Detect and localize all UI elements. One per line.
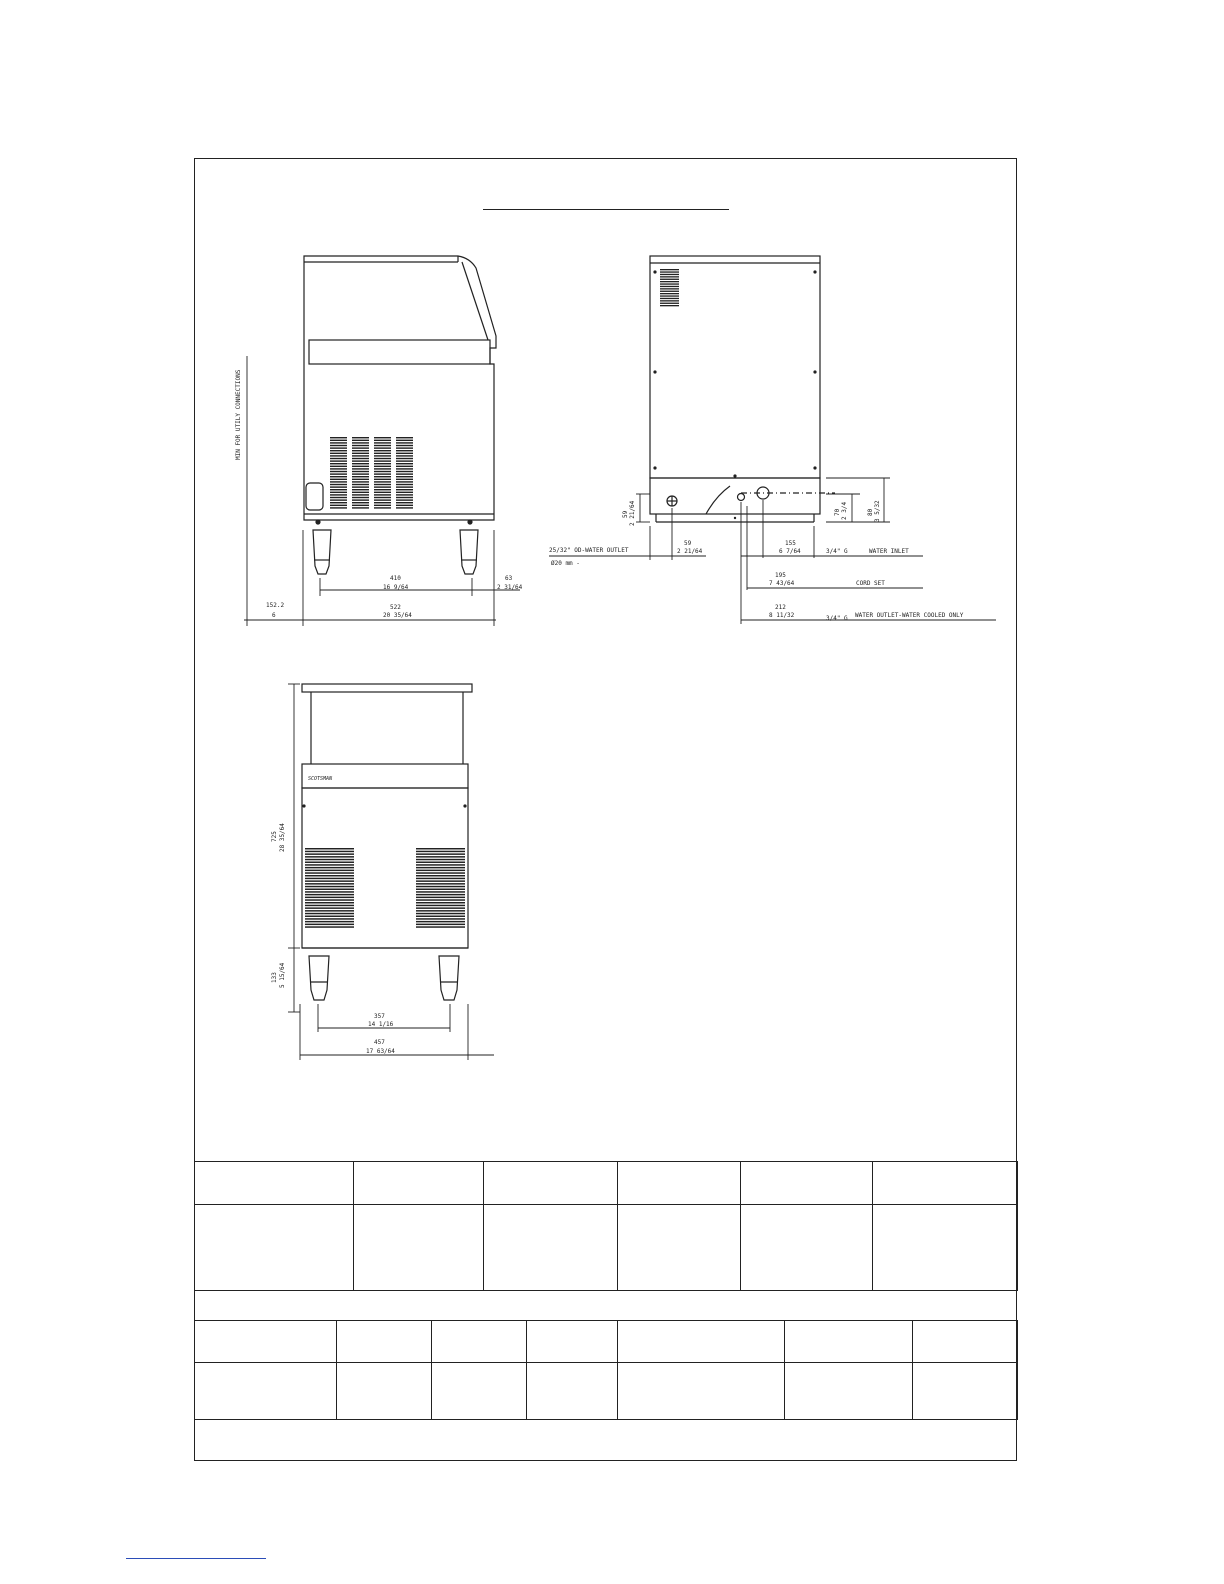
front-louvre-slat xyxy=(416,851,465,852)
front-louvre-slat xyxy=(416,878,465,879)
front-louvre-slat xyxy=(305,899,354,900)
side-louvre-slat xyxy=(352,492,369,493)
front-louvre-slat xyxy=(416,875,465,876)
dim-rear-offset-mm: 63 xyxy=(505,575,513,582)
table-a-header-cell xyxy=(741,1162,873,1205)
front-louvre-slat xyxy=(416,883,465,884)
table-b-header-row xyxy=(195,1321,1018,1363)
front-view-screws xyxy=(302,804,466,807)
front-louvre-slat xyxy=(416,859,465,860)
side-louvre-slat xyxy=(330,499,347,500)
side-louvre-slat xyxy=(352,481,369,482)
table-a-cell xyxy=(741,1205,873,1291)
side-louvre-slat xyxy=(374,447,391,448)
side-louvre-slat xyxy=(330,455,347,456)
spec-table-a xyxy=(194,1161,1018,1291)
side-louvre-slat xyxy=(396,455,413,456)
table-b-data-row xyxy=(195,1363,1018,1420)
side-louvre-slat xyxy=(352,463,369,464)
front-louvre-slat xyxy=(305,889,354,890)
side-louvre-slat xyxy=(374,471,391,472)
dim-cord-offset-mm: 195 xyxy=(775,572,786,579)
side-louvre-slat xyxy=(374,476,391,477)
front-louvre-slat xyxy=(416,853,465,854)
side-louvre-slat xyxy=(396,447,413,448)
front-louvre-slat xyxy=(305,913,354,914)
front-louvre-slat xyxy=(305,872,354,873)
side-louvre-slat xyxy=(352,505,369,506)
side-louvre-slat xyxy=(330,494,347,495)
side-louvre-slat xyxy=(352,466,369,467)
table-b-header-cell xyxy=(432,1321,527,1363)
table-band-1 xyxy=(194,1290,1017,1321)
side-louvre-slat xyxy=(396,440,413,441)
front-louvre-slat xyxy=(416,918,465,919)
side-louvre-slat xyxy=(374,489,391,490)
front-louvre-slat xyxy=(416,905,465,906)
front-louvre-slat xyxy=(416,924,465,925)
dim-depth-in: 20 35/64 xyxy=(383,612,412,619)
side-louvre-slat xyxy=(330,479,347,480)
rear-vent-slat xyxy=(660,293,679,294)
side-louvre-slat xyxy=(374,479,391,480)
dim-front-legs-span-mm: 357 xyxy=(374,1013,385,1020)
front-louvre-slat xyxy=(305,859,354,860)
front-louvre-slat xyxy=(416,894,465,895)
front-louvre-slat xyxy=(416,856,465,857)
dim-leg-height-mm: 133 xyxy=(271,972,278,983)
label-water-outlet: 25/32" OD-WATER OUTLET xyxy=(549,547,629,554)
dim-outlet-height-in: 2 21/64 xyxy=(629,500,636,526)
front-louvre-slat xyxy=(416,862,465,863)
rear-vent-slat xyxy=(660,269,679,270)
side-louvre-slat xyxy=(374,437,391,438)
side-view-dim-text xyxy=(235,369,523,619)
side-louvre-slat xyxy=(330,463,347,464)
front-louvre-slat xyxy=(305,891,354,892)
side-louvre-slat xyxy=(352,473,369,474)
rear-vent-slat xyxy=(660,298,679,299)
rear-vent-slat xyxy=(660,286,679,287)
side-view-dimensions xyxy=(244,356,520,626)
front-louvre-slat xyxy=(416,864,465,865)
front-louvre-slat xyxy=(416,902,465,903)
side-louvre-slat xyxy=(396,437,413,438)
dim-inlet-height-mm: 70 xyxy=(834,508,841,516)
rear-vent-slat xyxy=(660,276,679,277)
side-louvre-slat xyxy=(396,479,413,480)
front-louvre-slat xyxy=(305,875,354,876)
side-louvre-slat xyxy=(374,468,391,469)
side-louvre-slat xyxy=(330,492,347,493)
front-louvre-slat xyxy=(416,889,465,890)
dim-top-height-in: 3 5/32 xyxy=(874,500,881,522)
front-louvre-slat xyxy=(416,872,465,873)
dim-rear-offset-in: 2 31/64 xyxy=(497,584,523,591)
front-view-legs xyxy=(309,956,459,1000)
side-louvre-slat xyxy=(374,473,391,474)
rear-vent-slat xyxy=(660,281,679,282)
front-louvre-slat xyxy=(416,870,465,871)
dim-clearance-mm: 152.2 xyxy=(266,602,285,609)
table-a-cell xyxy=(484,1205,618,1291)
rear-vent-slat xyxy=(660,303,679,304)
table-b-cell xyxy=(195,1363,337,1420)
dim-clearance-in: 6 xyxy=(272,612,276,619)
side-louvre-slat xyxy=(330,458,347,459)
rear-vent-slat xyxy=(660,274,679,275)
front-louvre-slat xyxy=(305,864,354,865)
front-louvre-slat xyxy=(305,926,354,927)
side-louvre-slat xyxy=(330,447,347,448)
front-louvre-slat xyxy=(305,870,354,871)
front-louvre-slat xyxy=(416,916,465,917)
dim-legs-span-in: 16 9/64 xyxy=(383,584,409,591)
label-water-inlet: WATER INLET xyxy=(869,548,909,555)
front-louvre-slat xyxy=(416,913,465,914)
front-louvre-slat xyxy=(416,880,465,881)
side-louvre-slat xyxy=(374,497,391,498)
side-louvre-slat xyxy=(396,502,413,503)
side-louvre-slat xyxy=(352,479,369,480)
side-louvre-slat xyxy=(374,440,391,441)
side-louvre-slat xyxy=(374,466,391,467)
side-louvre-slat xyxy=(330,437,347,438)
front-louvre-slat xyxy=(305,878,354,879)
side-louvre-slat xyxy=(352,494,369,495)
front-louvre-slat xyxy=(305,883,354,884)
side-louvre-slat xyxy=(396,489,413,490)
side-louvre-slat xyxy=(352,458,369,459)
front-louvre-slat xyxy=(305,910,354,911)
front-louvre-slat xyxy=(305,905,354,906)
table-band-2 xyxy=(194,1419,1017,1461)
side-louvre-slat xyxy=(330,489,347,490)
table-b-cell xyxy=(337,1363,432,1420)
front-louvre-slat xyxy=(305,853,354,854)
table-b-header-cell xyxy=(527,1321,618,1363)
front-louvre-slat xyxy=(305,897,354,898)
side-louvre-slat xyxy=(330,445,347,446)
side-louvre-slat xyxy=(352,502,369,503)
dim-top-height-mm: 80 xyxy=(867,508,874,516)
side-louvre-slat xyxy=(330,471,347,472)
label-cord-set: CORD SET xyxy=(856,580,885,587)
rear-view-screws xyxy=(653,270,816,519)
rear-vent-slat xyxy=(660,271,679,272)
label-water-outlet-cooled: WATER OUTLET-WATER COOLED ONLY xyxy=(855,612,964,619)
side-louvre-slat xyxy=(352,450,369,451)
side-louvre-slat xyxy=(352,476,369,477)
side-louvre-slat xyxy=(374,492,391,493)
table-a-header-row xyxy=(195,1162,1018,1205)
table-a-header-cell xyxy=(618,1162,741,1205)
side-louvre-slat xyxy=(330,481,347,482)
rear-vent-slat xyxy=(660,291,679,292)
front-louvre-slat xyxy=(305,848,354,849)
front-louvre-slat xyxy=(416,867,465,868)
table-a-header-cell xyxy=(354,1162,484,1205)
table-b-cell xyxy=(785,1363,913,1420)
side-louvre-slat xyxy=(352,486,369,487)
side-louvre-slat xyxy=(352,437,369,438)
side-louvre-slat xyxy=(330,450,347,451)
side-louvre-slat xyxy=(330,497,347,498)
side-louvre-slat xyxy=(352,453,369,454)
side-louvre-slat xyxy=(330,440,347,441)
side-louvre-slat xyxy=(352,445,369,446)
dim-height-mm: 725 xyxy=(271,831,278,842)
side-louvre-slat xyxy=(396,468,413,469)
side-louvre-slat xyxy=(396,463,413,464)
rear-view-dim-text xyxy=(622,500,881,619)
side-louvre-slat xyxy=(330,476,347,477)
side-louvre-slat xyxy=(330,453,347,454)
side-louvre-slat xyxy=(330,473,347,474)
dim-front-legs-span-in: 14 1/16 xyxy=(368,1021,394,1028)
dim-inlet-offset-mm: 155 xyxy=(785,540,796,547)
side-louvre-slat xyxy=(330,486,347,487)
front-louvre-slat xyxy=(305,886,354,887)
side-louvre-slat xyxy=(374,453,391,454)
table-a-header-cell xyxy=(484,1162,618,1205)
front-louvre-slat xyxy=(416,897,465,898)
label-water-outlet-size: Ø20 mm - xyxy=(551,560,580,567)
vertical-note: MIN FOR UTILY CONNECTIONS xyxy=(235,369,242,460)
dim-width-in: 17 63/64 xyxy=(366,1048,395,1055)
side-louvre-slat xyxy=(396,481,413,482)
side-louvre-slat xyxy=(374,463,391,464)
dim-outlet-offset-in: 2 21/64 xyxy=(677,548,703,555)
dim-cooled-outlet-offset-in: 8 11/32 xyxy=(769,612,795,619)
side-louvre-slat xyxy=(330,502,347,503)
side-louvre-slat xyxy=(396,458,413,459)
side-louvre-slat xyxy=(396,473,413,474)
table-a-cell xyxy=(354,1205,484,1291)
dim-leg-height-in: 5 15/64 xyxy=(279,962,286,988)
front-louvre-slat xyxy=(305,862,354,863)
side-louvre-slat xyxy=(374,481,391,482)
front-louvre-slat xyxy=(416,926,465,927)
side-louvre-slat xyxy=(374,486,391,487)
front-louvre-slat xyxy=(305,867,354,868)
brand-mark: SCOTSMAN xyxy=(308,776,333,782)
side-louvre-slat xyxy=(352,471,369,472)
front-louvre-slat xyxy=(305,916,354,917)
dim-height-in: 28 35/64 xyxy=(279,823,286,852)
front-louvre-slat xyxy=(305,907,354,908)
dim-inlet-height-in: 2 3/4 xyxy=(841,501,848,520)
table-b-header-cell xyxy=(195,1321,337,1363)
front-louvre-slat xyxy=(416,907,465,908)
side-louvre-slat xyxy=(352,447,369,448)
rear-vent-slat xyxy=(660,288,679,289)
dim-depth-mm: 522 xyxy=(390,604,401,611)
side-louvre-slat xyxy=(330,484,347,485)
side-louvre-slat xyxy=(330,505,347,506)
table-b-cell xyxy=(527,1363,618,1420)
side-louvre-slat xyxy=(396,484,413,485)
table-b-header-cell xyxy=(913,1321,1018,1363)
dim-legs-span-mm: 410 xyxy=(390,575,401,582)
side-louvre-slat xyxy=(396,442,413,443)
table-a-cell xyxy=(195,1205,354,1291)
side-louvre-slat xyxy=(374,494,391,495)
rear-vent-slat xyxy=(660,300,679,301)
side-louvre-slat xyxy=(352,497,369,498)
side-view-legs xyxy=(313,530,478,574)
front-louvre-slat xyxy=(305,918,354,919)
front-louvre-slat xyxy=(416,891,465,892)
table-b-cell xyxy=(432,1363,527,1420)
table-b-header-cell xyxy=(618,1321,785,1363)
front-louvre-slat xyxy=(416,899,465,900)
side-louvre-slat xyxy=(374,507,391,508)
front-louvre-slat xyxy=(416,848,465,849)
dim-outlet-offset-mm: 59 xyxy=(684,540,692,547)
side-louvre-slat xyxy=(330,442,347,443)
rear-vent-slat xyxy=(660,283,679,284)
front-louvre-slat xyxy=(305,880,354,881)
side-louvre-slat xyxy=(396,507,413,508)
side-louvre-slat xyxy=(396,499,413,500)
label-inlet-thread: 3/4" G xyxy=(826,548,848,555)
side-louvre-slat xyxy=(396,494,413,495)
rear-vent-slat xyxy=(660,305,679,306)
table-b-cell xyxy=(618,1363,785,1420)
side-louvre-slat xyxy=(330,468,347,469)
front-view-brand xyxy=(308,776,333,782)
side-louvre-slat xyxy=(352,460,369,461)
side-louvre-slat xyxy=(352,440,369,441)
table-a-header-cell xyxy=(195,1162,354,1205)
side-louvre-slat xyxy=(352,468,369,469)
side-louvre-slat xyxy=(352,507,369,508)
side-louvre-slat xyxy=(396,471,413,472)
front-view-louvres xyxy=(305,848,465,928)
rear-view-labels xyxy=(549,547,964,622)
side-louvre-slat xyxy=(352,484,369,485)
table-b-header-cell xyxy=(337,1321,432,1363)
table-a-header-cell xyxy=(873,1162,1018,1205)
side-louvre-slat xyxy=(396,497,413,498)
side-louvre-slat xyxy=(374,445,391,446)
side-louvre-slat xyxy=(330,507,347,508)
side-louvre-slat xyxy=(396,460,413,461)
label-outlet-thread: 3/4" G xyxy=(826,615,848,622)
dim-outlet-height-mm: 59 xyxy=(622,510,629,518)
front-louvre-slat xyxy=(305,851,354,852)
side-louvre-slat xyxy=(374,450,391,451)
side-louvre-slat xyxy=(396,466,413,467)
table-a-data-row xyxy=(195,1205,1018,1291)
side-louvre-slat xyxy=(374,484,391,485)
table-b-header-cell xyxy=(785,1321,913,1363)
side-louvre-slat xyxy=(374,455,391,456)
side-louvre-slat xyxy=(374,499,391,500)
side-louvre-slat xyxy=(352,442,369,443)
side-louvre-slat xyxy=(352,499,369,500)
rear-view-vent xyxy=(660,269,679,306)
front-louvre-slat xyxy=(416,886,465,887)
table-b-cell xyxy=(913,1363,1018,1420)
front-louvre-slat xyxy=(305,921,354,922)
front-louvre-slat xyxy=(416,910,465,911)
side-view-louvres xyxy=(330,437,413,509)
front-louvre-slat xyxy=(305,902,354,903)
side-louvre-slat xyxy=(374,460,391,461)
side-louvre-slat xyxy=(396,450,413,451)
front-louvre-slat xyxy=(305,924,354,925)
footer-link-underline xyxy=(126,1558,266,1559)
side-louvre-slat xyxy=(330,460,347,461)
side-louvre-slat xyxy=(396,476,413,477)
dim-inlet-offset-in: 6 7/64 xyxy=(779,548,801,555)
front-louvre-slat xyxy=(305,856,354,857)
table-a-cell xyxy=(873,1205,1018,1291)
front-louvre-slat xyxy=(416,921,465,922)
side-louvre-slat xyxy=(352,455,369,456)
side-louvre-slat xyxy=(374,458,391,459)
dim-cooled-outlet-offset-mm: 212 xyxy=(775,604,786,611)
side-louvre-slat xyxy=(396,505,413,506)
side-louvre-slat xyxy=(396,486,413,487)
dim-width-mm: 457 xyxy=(374,1039,385,1046)
table-a-cell xyxy=(618,1205,741,1291)
side-louvre-slat xyxy=(330,466,347,467)
side-louvre-slat xyxy=(374,505,391,506)
side-louvre-slat xyxy=(396,492,413,493)
side-louvre-slat xyxy=(396,453,413,454)
dim-cord-offset-in: 7 43/64 xyxy=(769,580,795,587)
side-louvre-slat xyxy=(374,442,391,443)
side-louvre-slat xyxy=(352,489,369,490)
rear-vent-slat xyxy=(660,295,679,296)
front-louvre-slat xyxy=(305,894,354,895)
spec-table-b xyxy=(194,1320,1018,1420)
side-louvre-slat xyxy=(396,445,413,446)
rear-vent-slat xyxy=(660,279,679,280)
side-louvre-slat xyxy=(374,502,391,503)
